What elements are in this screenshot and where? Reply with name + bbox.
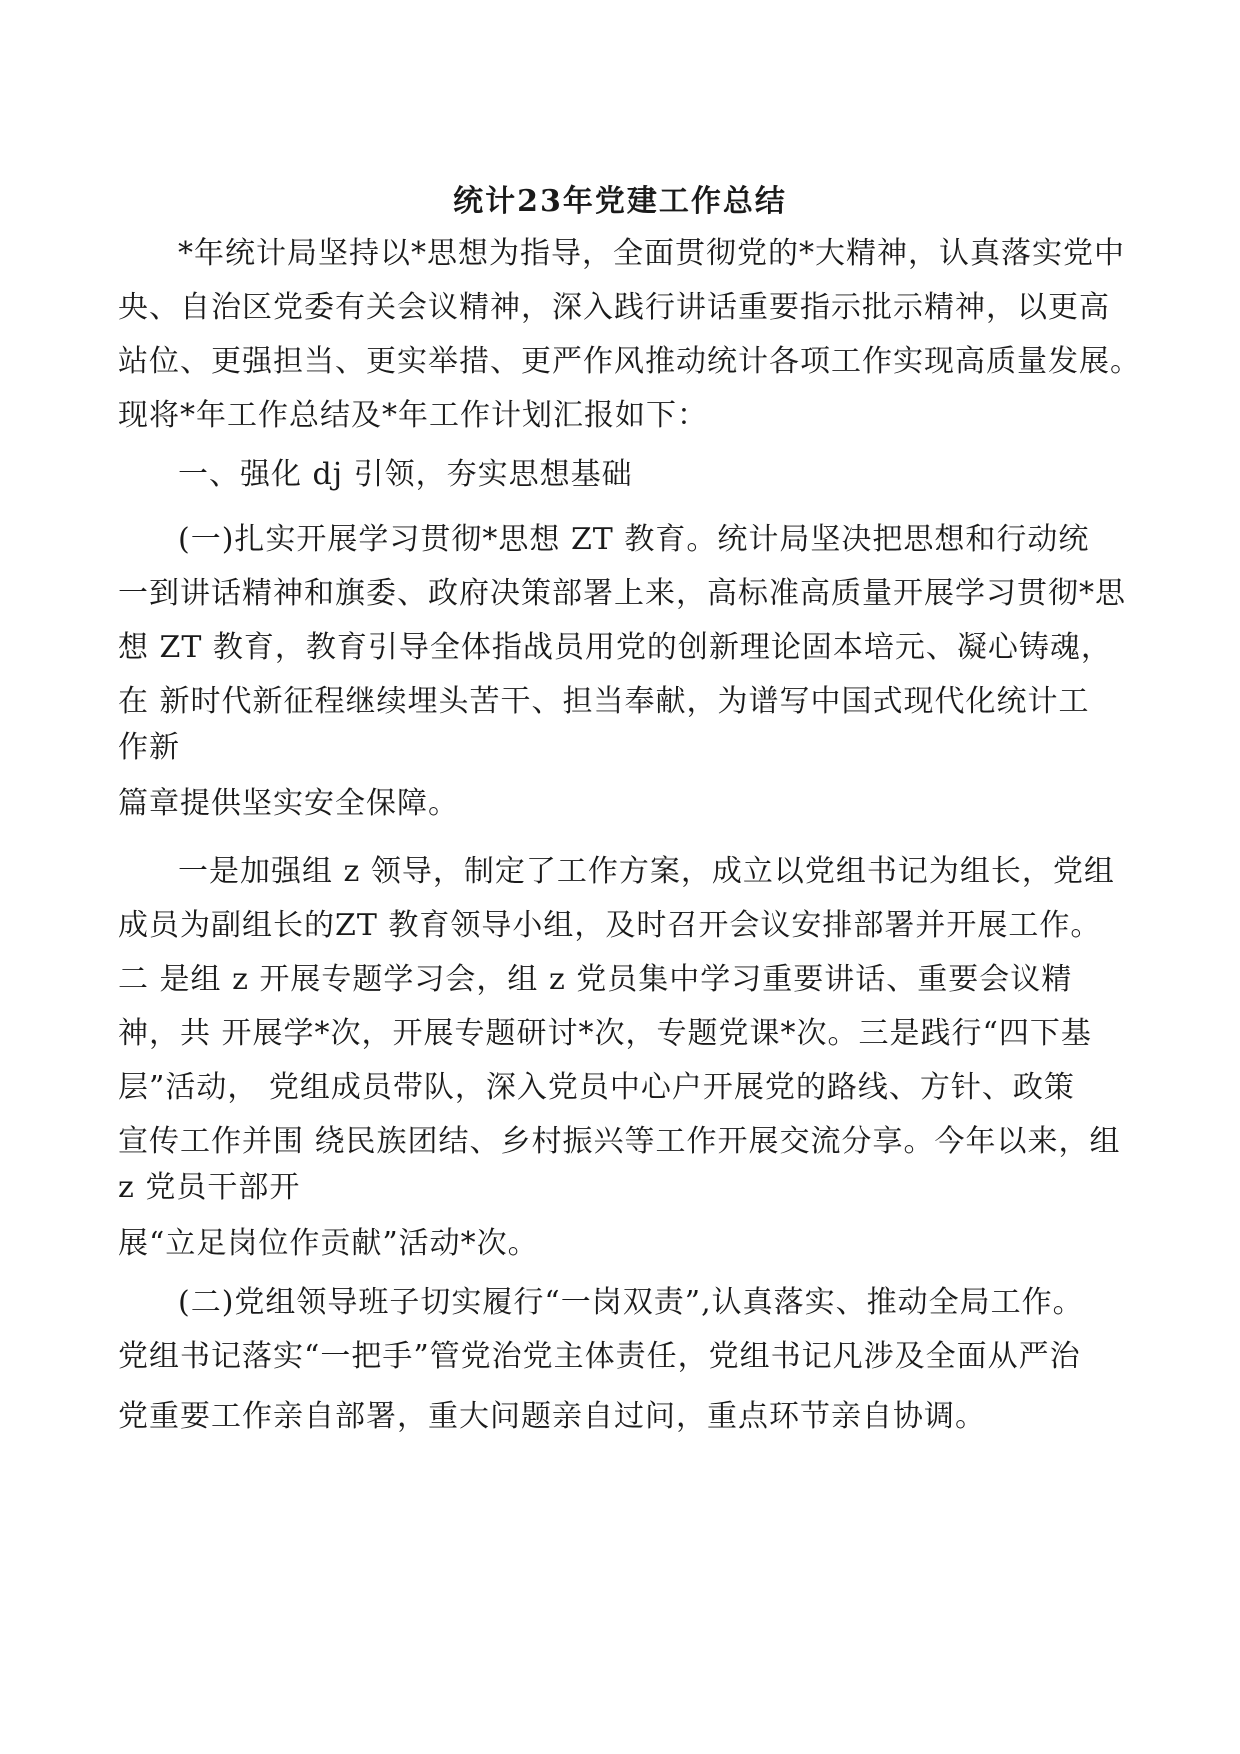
- paragraph-line: 一到讲话精神和旗委、政府决策部署上来，高标准高质量开展学习贯彻*思: [118, 576, 1126, 611]
- paragraph-line: 党组书记落实“一把手”管党治党主体责任，党组书记凡涉及全面从严治: [118, 1339, 1081, 1374]
- paragraph-line: 党重要工作亲自部署，重大问题亲自过问，重点环节亲自协调。: [118, 1399, 986, 1434]
- paragraph-line: 央、自治区党委有关会议精神，深入践行讲话重要指示批示精神，以更高: [118, 290, 1110, 325]
- paragraph-line: 宣传工作并围 绕民族团结、乡村振兴等工作开展交流分享。今年以来，组: [118, 1124, 1121, 1159]
- paragraph-line: 二 是组 z 开展专题学习会，组 z 党员集中学习重要讲话、重要会议精: [118, 962, 1073, 997]
- paragraph-line: 现将*年工作总结及*年工作计划汇报如下：: [118, 398, 708, 433]
- paragraph-line: (一)扎实开展学习贯彻*思想 ZT 教育。统计局坚决把思想和行动统: [178, 522, 1090, 557]
- paragraph-line: 层”活动， 党组成员带队，深入党员中心户开展党的路线、方针、政策: [118, 1070, 1075, 1105]
- paragraph-line: 成员为副组长的ZT 教育领导小组，及时召开会议安排部署并开展工作。: [118, 908, 1102, 943]
- paragraph-line: 在 新时代新征程继续埋头苦干、担当奉献，为谱写中国式现代化统计工: [118, 684, 1090, 719]
- paragraph-line: 站位、更强担当、更实举措、更严作风推动统计各项工作实现高质量发展。: [118, 344, 1141, 379]
- paragraph-line: (二)党组领导班子切实履行“一岗双责”,认真落实、推动全局工作。: [178, 1285, 1084, 1320]
- section-heading: 一、强化 dj 引领，夯实思想基础: [178, 457, 633, 492]
- paragraph-line: z 党员干部开: [118, 1170, 301, 1205]
- paragraph-line: 一是加强组 z 领导，制定了工作方案，成立以党组书记为组长，党组: [178, 854, 1115, 889]
- paragraph-line: *年统计局坚持以*思想为指导，全面贯彻党的*大精神，认真落实党中: [178, 236, 1125, 271]
- paragraph-line: 想 ZT 教育，教育引导全体指战员用党的创新理论固本培元、凝心铸魂，: [118, 630, 1112, 665]
- paragraph-line: 作新: [118, 730, 180, 765]
- paragraph-line: 展“立足岗位作贡献”活动*次。: [118, 1226, 539, 1261]
- paragraph-line: 篇章提供坚实安全保障。: [118, 786, 459, 821]
- paragraph-line: 神，共 开展学*次，开展专题研讨*次，专题党课*次。三是践行“四下基: [118, 1016, 1092, 1051]
- document-title: 统计23年党建工作总结: [453, 184, 787, 219]
